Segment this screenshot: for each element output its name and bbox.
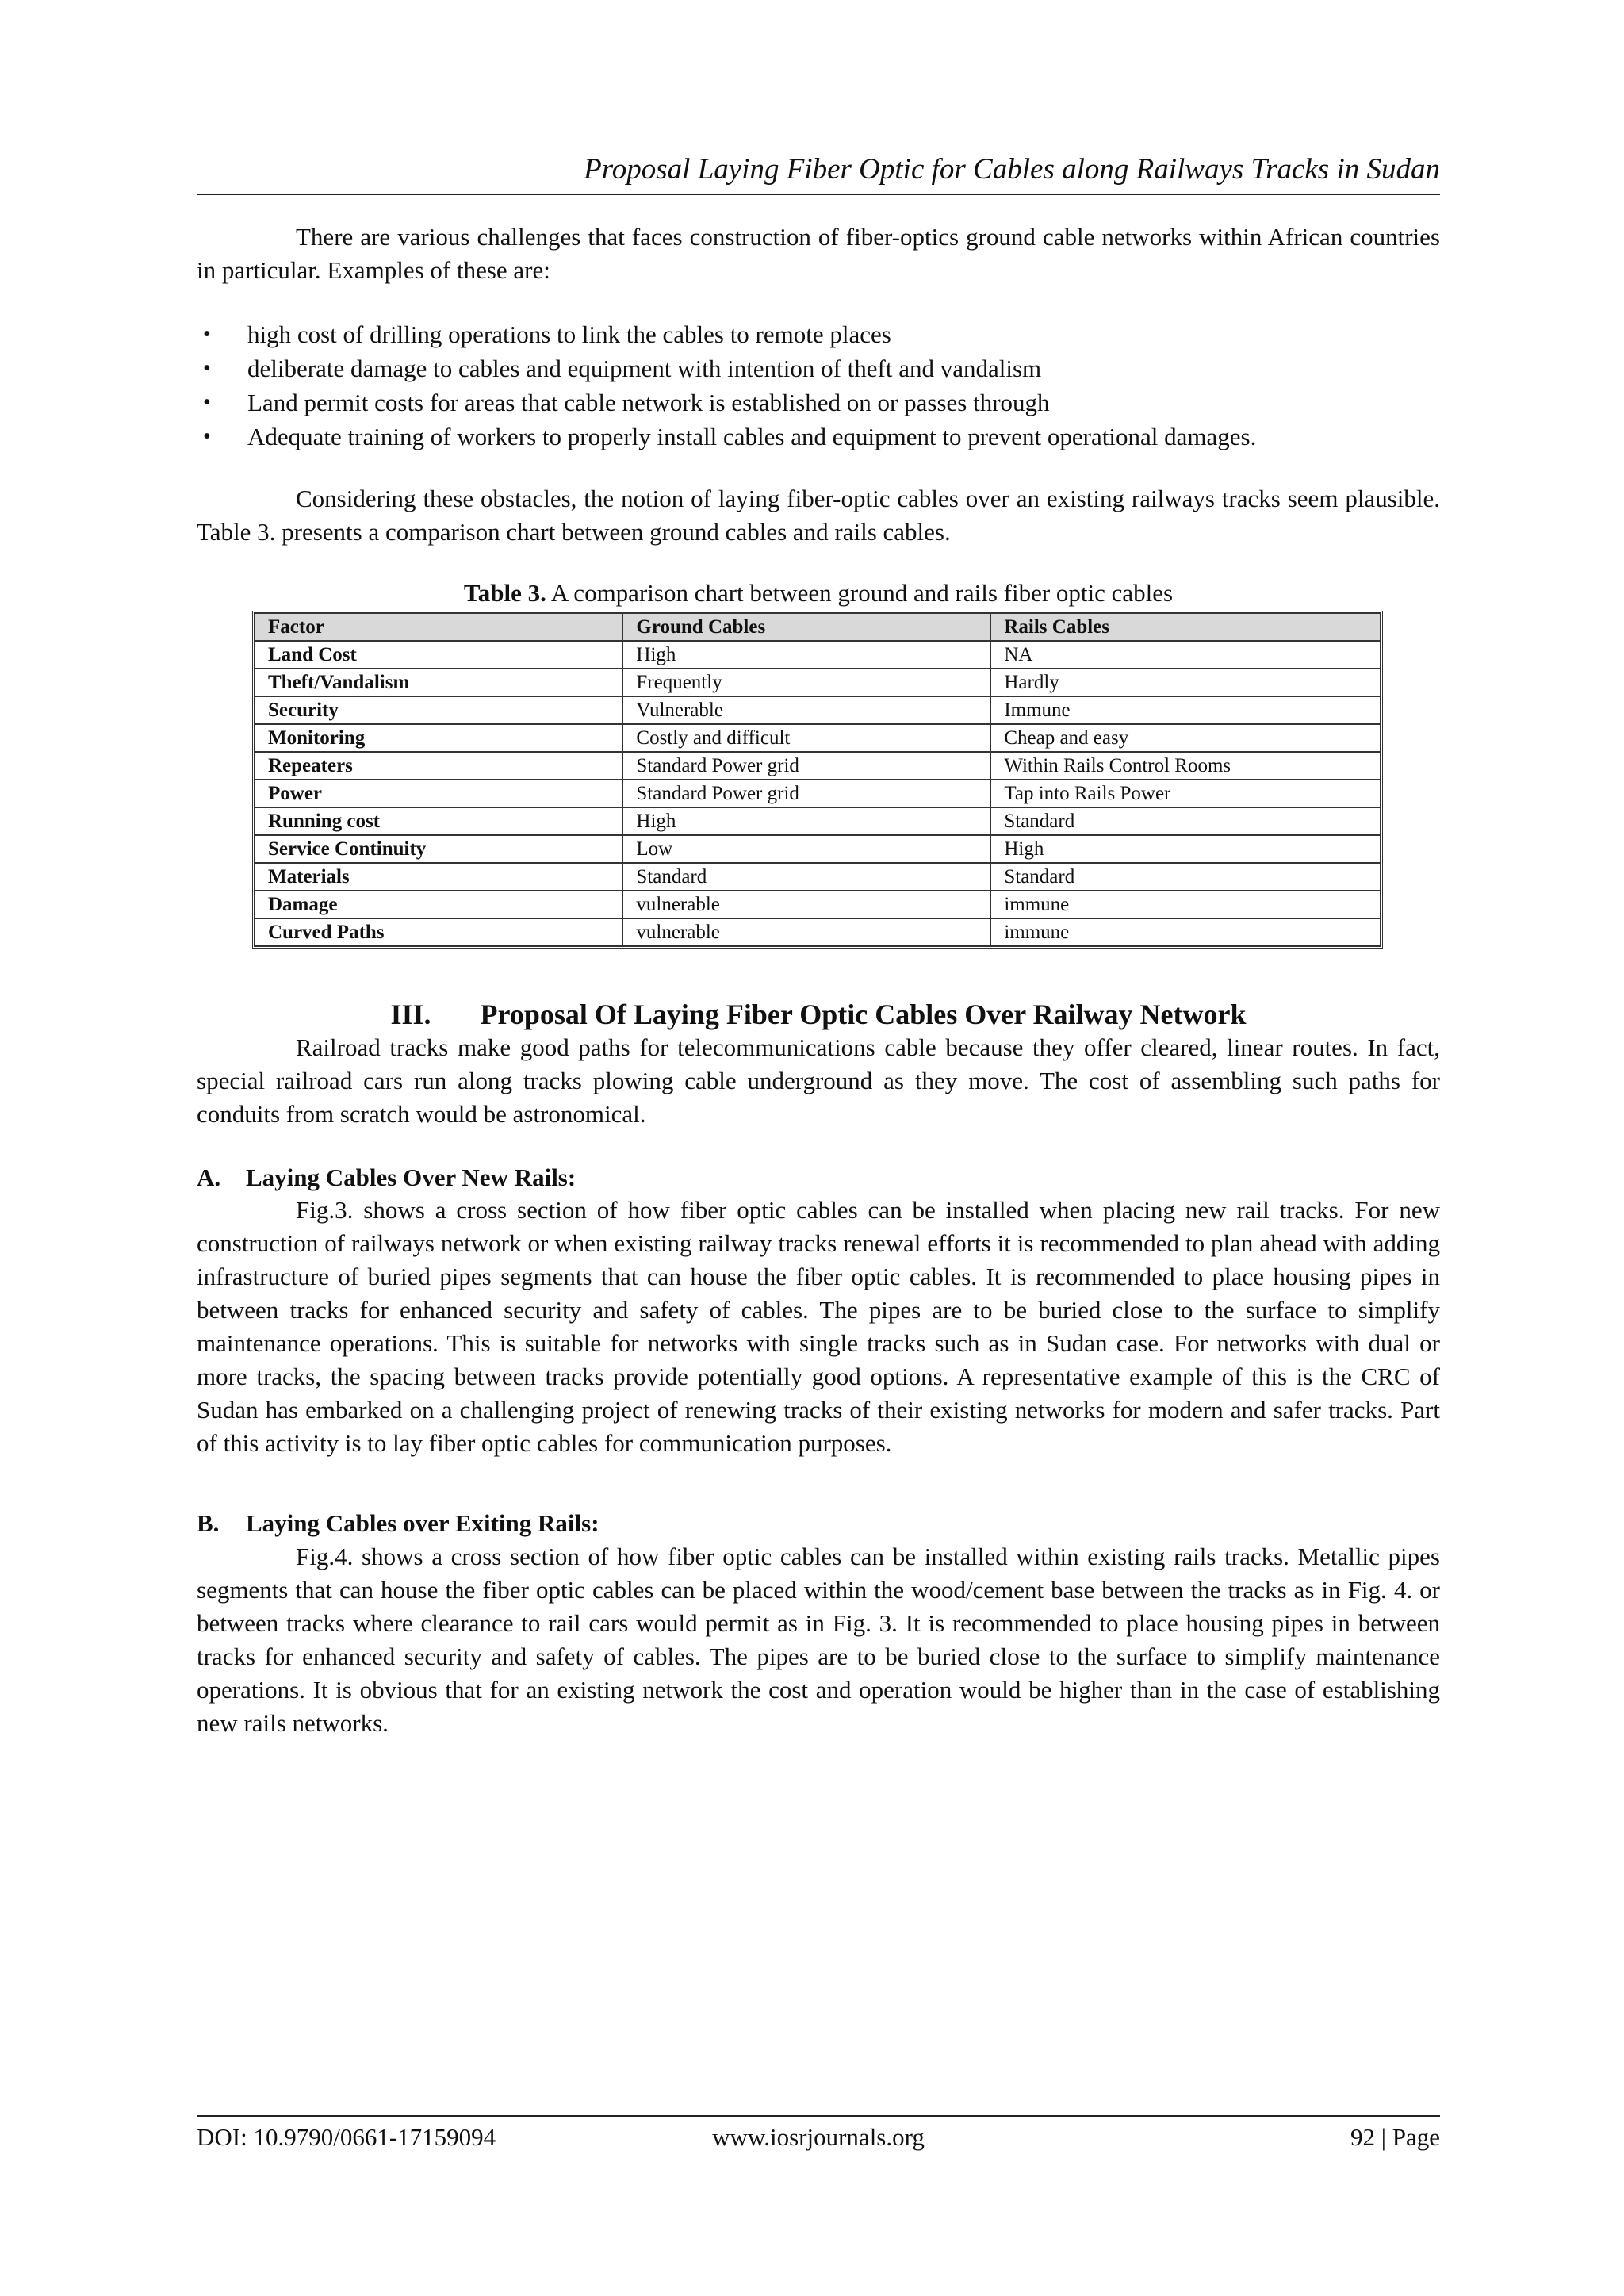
ground-cell: High	[622, 807, 990, 835]
footer-rule	[197, 2115, 1440, 2117]
column-header-rails-cables: Rails Cables	[990, 613, 1381, 641]
factor-cell: Materials	[255, 863, 622, 891]
list-item-text: Land permit costs for areas that cable network is established on or passes through	[247, 389, 1050, 416]
subsection-a-letter: A.	[197, 1163, 221, 1191]
ground-cell: Standard Power grid	[622, 752, 990, 780]
intro-paragraph: There are various challenges that faces construction of fiber-optics ground cable networks within African countries in particular. Examples of these are:	[197, 223, 1440, 284]
table-row	[255, 724, 1381, 752]
subsection-a-paragraph: Fig.3. shows a cross section of how fiber optic cables can be installed when placing new rail tracks. For new construction of railways network or when existing railway tracks renewal efforts it is recommended to plan ahead with adding infrastructure of buried pipes segments that can house the fiber optic cables. It is recommended to place housing pipes in between tracks for enhanced security and safety of cables. The pipes are to be buried close to the surface to simplify maintenance operations. This is suitable for networks with single tracks such as in Sudan case. For networks with dual or more tracks, the spacing between tracks provide potentially good options. A representative example of this is the CRC of Sudan has embarked on a challenging project of renewing tracks of their existing networks for modern and safer tracks. Part of this activity is to lay fiber optic cables for communication purposes.	[197, 1196, 1440, 1457]
column-header-ground-cables: Ground Cables	[622, 613, 990, 641]
table-caption-text: A comparison chart between ground and rails fiber optic cables	[546, 579, 1174, 607]
challenges-list	[197, 317, 1440, 454]
table-caption	[197, 577, 1440, 609]
table-header-row	[255, 613, 1381, 641]
table-row	[255, 807, 1381, 835]
subsection-b-heading	[197, 1507, 1440, 1540]
section-heading	[197, 997, 1440, 1032]
table-row	[255, 835, 1381, 863]
list-item-text: high cost of drilling operations to link the cables to remote places	[247, 320, 891, 348]
rails-cell: Standard	[990, 807, 1381, 835]
factor-cell: Service Continuity	[255, 835, 622, 863]
table-row	[255, 891, 1381, 918]
section-paragraph: Railroad tracks make good paths for telecommunications cable because they offer cleared, linear routes. In fact, special railroad cars run along tracks plowing cable underground as they move. The cost of assembling such paths for conduits from scratch would be astronomical.	[197, 1033, 1440, 1128]
rails-cell: NA	[990, 641, 1381, 669]
subsection-b-title: Laying Cables over Exiting Rails:	[246, 1509, 599, 1537]
list-item-text: Adequate training of workers to properly install cables and equipment to prevent operational damages.	[247, 423, 1257, 450]
footer-doi: DOI: 10.9790/0661-17159094	[197, 2123, 496, 2151]
comparison-intro-paragraph: Considering these obstacles, the notion of laying fiber-optic cables over an existing railways tracks seem plausible. Table 3. presents a comparison chart between ground cables and rails cables.	[197, 485, 1440, 546]
table-row	[255, 918, 1381, 946]
header-rule	[197, 194, 1440, 195]
rails-cell: Within Rails Control Rooms	[990, 752, 1381, 780]
rails-cell: Immune	[990, 696, 1381, 724]
list-item	[197, 317, 1440, 351]
factor-cell: Damage	[255, 891, 622, 918]
rails-cell: immune	[990, 891, 1381, 918]
rails-cell: Tap into Rails Power	[990, 780, 1381, 807]
rails-cell: immune	[990, 918, 1381, 946]
factor-cell: Monitoring	[255, 724, 622, 752]
ground-cell: Standard	[622, 863, 990, 891]
rails-cell: Standard	[990, 863, 1381, 891]
footer-website: www.iosrjournals.org	[712, 2123, 925, 2151]
factor-cell: Security	[255, 696, 622, 724]
factor-cell: Power	[255, 780, 622, 807]
bullet-icon: •	[203, 322, 211, 347]
section-title: Proposal Of Laying Fiber Optic Cables Over Railway Network	[480, 999, 1247, 1030]
ground-cell: vulnerable	[622, 918, 990, 946]
rails-cell: Hardly	[990, 669, 1381, 696]
list-item	[197, 385, 1440, 420]
factor-cell: Theft/Vandalism	[255, 669, 622, 696]
list-item-text: deliberate damage to cables and equipment with intention of theft and vandalism	[247, 355, 1042, 382]
factor-cell: Land Cost	[255, 641, 622, 669]
table-row	[255, 669, 1381, 696]
list-item	[197, 351, 1440, 385]
column-header-factor: Factor	[255, 613, 622, 641]
bullet-icon: •	[203, 390, 211, 415]
footer-page-number: 92 | Page	[1350, 2123, 1440, 2151]
bullet-icon: •	[203, 424, 211, 449]
subsection-a-heading	[197, 1161, 1440, 1194]
comparison-table	[252, 611, 1383, 949]
table-row	[255, 780, 1381, 807]
factor-cell: Curved Paths	[255, 918, 622, 946]
ground-cell: Low	[622, 835, 990, 863]
ground-cell: High	[622, 641, 990, 669]
table-caption-label: Table 3.	[463, 579, 546, 607]
running-header: Proposal Laying Fiber Optic for Cables along Railways Tracks in Sudan	[584, 153, 1440, 186]
subsection-a-title: Laying Cables Over New Rails:	[246, 1163, 576, 1191]
bullet-icon: •	[203, 356, 211, 381]
ground-cell: Vulnerable	[622, 696, 990, 724]
table-row	[255, 641, 1381, 669]
subsection-b-letter: B.	[197, 1509, 220, 1537]
rails-cell: Cheap and easy	[990, 724, 1381, 752]
factor-cell: Repeaters	[255, 752, 622, 780]
ground-cell: Frequently	[622, 669, 990, 696]
subsection-b-paragraph: Fig.4. shows a cross section of how fiber optic cables can be installed within existing rails tracks. Metallic pipes segments that can house the fiber optic cables can be placed within the wood/cement base between the tracks as in Fig. 4. or between tracks where clearance to rail cars would permit as in Fig. 3. It is recommended to place housing pipes in between tracks for enhanced security and safety of cables. The pipes are to be buried close to the surface to simplify maintenance operations. It is obvious that for an existing network the cost and operation would be higher than in the case of establishing new rails networks.	[197, 1543, 1440, 1737]
ground-cell: Costly and difficult	[622, 724, 990, 752]
ground-cell: Standard Power grid	[622, 780, 990, 807]
table-row	[255, 863, 1381, 891]
table-row	[255, 752, 1381, 780]
ground-cell: vulnerable	[622, 891, 990, 918]
factor-cell: Running cost	[255, 807, 622, 835]
rails-cell: High	[990, 835, 1381, 863]
list-item	[197, 420, 1440, 454]
section-number: III.	[390, 999, 431, 1030]
table-row	[255, 696, 1381, 724]
